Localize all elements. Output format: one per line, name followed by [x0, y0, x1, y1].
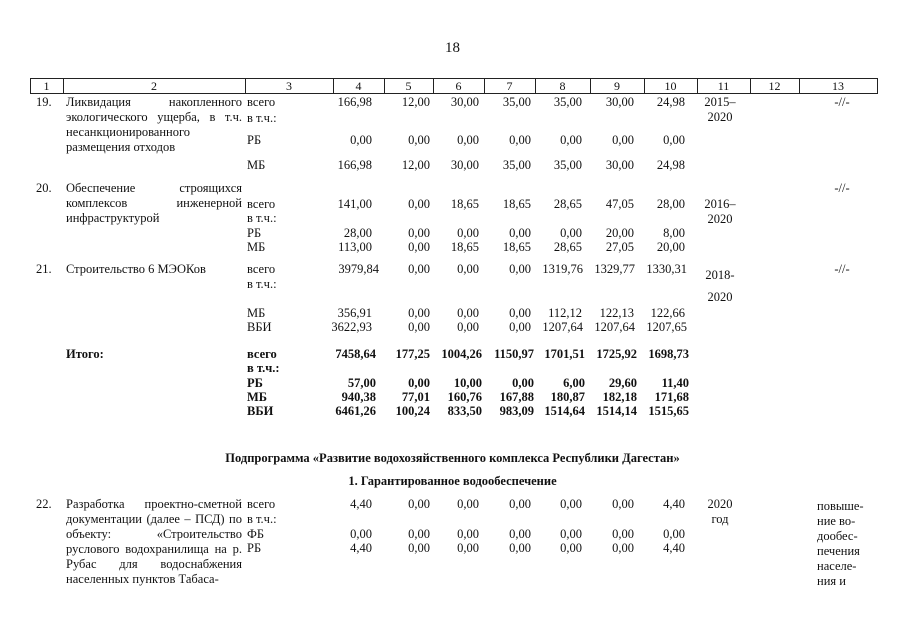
col13-ditto: -//-: [834, 262, 850, 276]
value-cell: 24,98: [656, 95, 685, 109]
value-cell: 1698,73: [648, 347, 689, 361]
value-cell: 1150,97: [494, 347, 534, 361]
period-end: 2020: [707, 110, 733, 124]
col13-text-line: ния и: [817, 574, 846, 588]
value-cell: 18,65: [502, 197, 531, 211]
value-cell: 28,65: [553, 240, 582, 254]
header-col-13: 13: [832, 79, 844, 93]
value-cell: 0,00: [612, 541, 634, 555]
value-cell: 28,65: [553, 197, 582, 211]
value-cell: 30,00: [605, 158, 634, 172]
col13-ditto: -//-: [834, 95, 850, 109]
value-cell: 24,98: [656, 158, 685, 172]
value-cell: 35,00: [553, 158, 582, 172]
header-col-5: 5: [405, 79, 412, 93]
value-cell: 0,00: [408, 306, 430, 320]
value-cell: 11,40: [661, 376, 689, 390]
col13-ditto: -//-: [834, 181, 850, 195]
value-cell: 0,00: [612, 527, 634, 541]
value-cell: 20,00: [656, 240, 685, 254]
value-cell: 833,50: [447, 404, 482, 418]
line-label: всего: [247, 95, 276, 109]
value-cell: 0,00: [408, 497, 430, 511]
col13-text-line: дообес-: [817, 529, 858, 543]
value-cell: 100,24: [395, 404, 430, 418]
value-cell: 1701,51: [544, 347, 585, 361]
line-label: РБ: [247, 226, 262, 240]
line-label: РБ: [247, 133, 262, 147]
value-cell: 1207,64: [594, 320, 635, 334]
line-sublabel: в т.ч.:: [247, 512, 277, 526]
line-label: РБ: [247, 541, 262, 555]
line-label: РБ: [247, 376, 263, 390]
value-cell: 28,00: [656, 197, 685, 211]
value-cell: 18,65: [450, 197, 479, 211]
value-cell: 0,00: [663, 133, 685, 147]
value-cell: 10,00: [453, 376, 482, 390]
value-cell: 0,00: [509, 226, 531, 240]
value-cell: 57,00: [347, 376, 376, 390]
line-label: МБ: [247, 158, 266, 172]
value-cell: 7458,64: [335, 347, 376, 361]
value-cell: 35,00: [553, 95, 582, 109]
value-cell: 166,98: [337, 95, 372, 109]
section-title: 1. Гарантированное водообеспечение: [348, 474, 557, 488]
value-cell: 0,00: [509, 497, 531, 511]
value-cell: 0,00: [457, 497, 479, 511]
value-cell: 20,00: [605, 226, 634, 240]
total-label: Итого:: [66, 347, 104, 361]
value-cell: 1330,31: [646, 262, 687, 276]
value-cell: 0,00: [408, 197, 430, 211]
value-cell: 4,40: [350, 497, 372, 511]
value-cell: 171,68: [654, 390, 689, 404]
value-cell: 28,00: [343, 226, 372, 240]
row-description: Разработка проектно-сметной документации (далее – ПСД) по объекту: «Строительство руслового водохранилища на р. Рубас для водоснабжения населенных пунктов Табаса-: [66, 497, 242, 586]
value-cell: 3979,84: [338, 262, 379, 276]
period-start: 2015–: [704, 95, 736, 109]
value-cell: 1207,64: [542, 320, 583, 334]
value-cell: 160,76: [447, 390, 482, 404]
value-cell: 18,65: [450, 240, 479, 254]
value-cell: 0,00: [408, 527, 430, 541]
value-cell: 0,00: [350, 133, 372, 147]
value-cell: 1514,14: [596, 404, 637, 418]
header-col-3: 3: [286, 79, 292, 93]
line-sublabel: в т.ч.:: [247, 277, 277, 291]
value-cell: 0,00: [560, 541, 582, 555]
value-cell: 8,00: [663, 226, 685, 240]
row-description: Строительство 6 МЭОКов: [66, 262, 206, 276]
value-cell: 1004,26: [441, 347, 482, 361]
value-cell: 0,00: [509, 262, 531, 276]
value-cell: 35,00: [502, 158, 531, 172]
value-cell: 77,01: [401, 390, 430, 404]
line-label: МБ: [247, 240, 266, 254]
col13-text-line: населе-: [817, 559, 857, 573]
period-start: 2016–: [704, 197, 736, 211]
row-description: Обеспечение строящихся комплексов инженерной инфраструктурой: [66, 181, 242, 225]
line-sublabel: в т.ч.:: [247, 211, 277, 225]
value-cell: 4,40: [663, 541, 685, 555]
value-cell: 141,00: [337, 197, 372, 211]
value-cell: 0,00: [408, 541, 430, 555]
value-cell: 0,00: [408, 133, 430, 147]
value-cell: 4,40: [350, 541, 372, 555]
header-col-11: 11: [717, 79, 730, 93]
value-cell: 0,00: [457, 226, 479, 240]
value-cell: 0,00: [509, 527, 531, 541]
value-cell: 0,00: [457, 541, 479, 555]
value-cell: 0,00: [509, 306, 531, 320]
line-label: ВБИ: [247, 320, 272, 334]
value-cell: 113,00: [338, 240, 372, 254]
value-cell: 0,00: [408, 226, 430, 240]
value-cell: 0,00: [408, 240, 430, 254]
value-cell: 0,00: [612, 133, 634, 147]
page-number: 18: [445, 40, 460, 56]
col13-text-line: повыше-: [817, 499, 864, 513]
value-cell: 166,98: [337, 158, 372, 172]
period-end: 2020: [707, 290, 733, 304]
row-number: 20.: [36, 181, 52, 195]
value-cell: 1207,65: [646, 320, 687, 334]
value-cell: 0,00: [408, 320, 430, 334]
line-label: ФБ: [247, 527, 265, 541]
row-number: 21.: [36, 262, 52, 276]
value-cell: 122,13: [599, 306, 634, 320]
value-cell: 0,00: [560, 133, 582, 147]
col13-text-line: ние во-: [817, 514, 856, 528]
line-sublabel: в т.ч.:: [247, 361, 280, 375]
value-cell: 1514,64: [544, 404, 585, 418]
value-cell: 180,87: [550, 390, 585, 404]
value-cell: 6461,26: [335, 404, 376, 418]
period-start: 2018-: [705, 268, 735, 282]
value-cell: 18,65: [502, 240, 531, 254]
value-cell: 29,60: [608, 376, 637, 390]
subprogram-title: Подпрограмма «Развитие водохозяйственного комплекса Республики Дагестан»: [225, 451, 680, 465]
value-cell: 30,00: [605, 95, 634, 109]
header-col-10: 10: [664, 79, 677, 93]
value-cell: 983,09: [499, 404, 534, 418]
period-end: 2020: [707, 212, 733, 226]
value-cell: 940,38: [341, 390, 376, 404]
header-col-12: 12: [768, 79, 781, 93]
value-cell: 182,18: [602, 390, 637, 404]
value-cell: 0,00: [350, 527, 372, 541]
value-cell: 0,00: [457, 527, 479, 541]
value-cell: 27,05: [605, 240, 634, 254]
value-cell: 0,00: [457, 262, 479, 276]
line-label: МБ: [247, 390, 268, 404]
value-cell: 30,00: [450, 95, 479, 109]
value-cell: 112,12: [548, 306, 582, 320]
value-cell: 4,40: [663, 497, 685, 511]
value-cell: 6,00: [563, 376, 585, 390]
value-cell: 3622,93: [331, 320, 372, 334]
header-col-1: 1: [43, 79, 50, 93]
value-cell: 122,66: [650, 306, 685, 320]
row-number: 22.: [36, 497, 52, 511]
value-cell: 356,91: [337, 306, 372, 320]
header-col-2: 2: [151, 79, 157, 93]
value-cell: 0,00: [408, 376, 430, 390]
value-cell: 12,00: [401, 95, 430, 109]
value-cell: 0,00: [560, 497, 582, 511]
header-col-9: 9: [614, 79, 620, 93]
line-label: всего: [247, 347, 277, 361]
value-cell: 0,00: [509, 133, 531, 147]
table-header-row: [30, 78, 878, 94]
period-start: 2020: [707, 497, 733, 511]
value-cell: 0,00: [457, 133, 479, 147]
period-end: год: [711, 512, 729, 526]
line-label: всего: [247, 497, 276, 511]
value-cell: 1725,92: [596, 347, 637, 361]
value-cell: 177,25: [395, 347, 430, 361]
line-label: всего: [247, 262, 276, 276]
value-cell: 0,00: [457, 320, 479, 334]
value-cell: 167,88: [499, 390, 534, 404]
line-label: всего: [247, 197, 276, 211]
value-cell: 0,00: [509, 320, 531, 334]
value-cell: 12,00: [401, 158, 430, 172]
row-description: Ликвидация накопленного экологического ущерба, в т.ч. несанкционированного размещения отходов: [66, 95, 242, 154]
col13-text-line: печения: [817, 544, 860, 558]
value-cell: 0,00: [457, 306, 479, 320]
value-cell: 30,00: [450, 158, 479, 172]
line-label: ВБИ: [247, 404, 274, 418]
value-cell: 0,00: [509, 541, 531, 555]
value-cell: 47,05: [605, 197, 634, 211]
line-label: МБ: [247, 306, 266, 320]
value-cell: 1515,65: [648, 404, 689, 418]
line-sublabel: в т.ч.:: [247, 111, 277, 125]
value-cell: 1319,76: [542, 262, 583, 276]
row-number: 19.: [36, 95, 52, 109]
value-cell: 1329,77: [594, 262, 635, 276]
value-cell: 0,00: [612, 497, 634, 511]
header-col-7: 7: [506, 79, 513, 93]
value-cell: 0,00: [512, 376, 534, 390]
header-col-6: 6: [455, 79, 462, 93]
value-cell: 0,00: [663, 527, 685, 541]
value-cell: 35,00: [502, 95, 531, 109]
value-cell: 0,00: [560, 527, 582, 541]
header-col-8: 8: [559, 79, 566, 93]
value-cell: 0,00: [560, 226, 582, 240]
value-cell: 0,00: [408, 262, 430, 276]
header-col-4: 4: [355, 79, 362, 93]
